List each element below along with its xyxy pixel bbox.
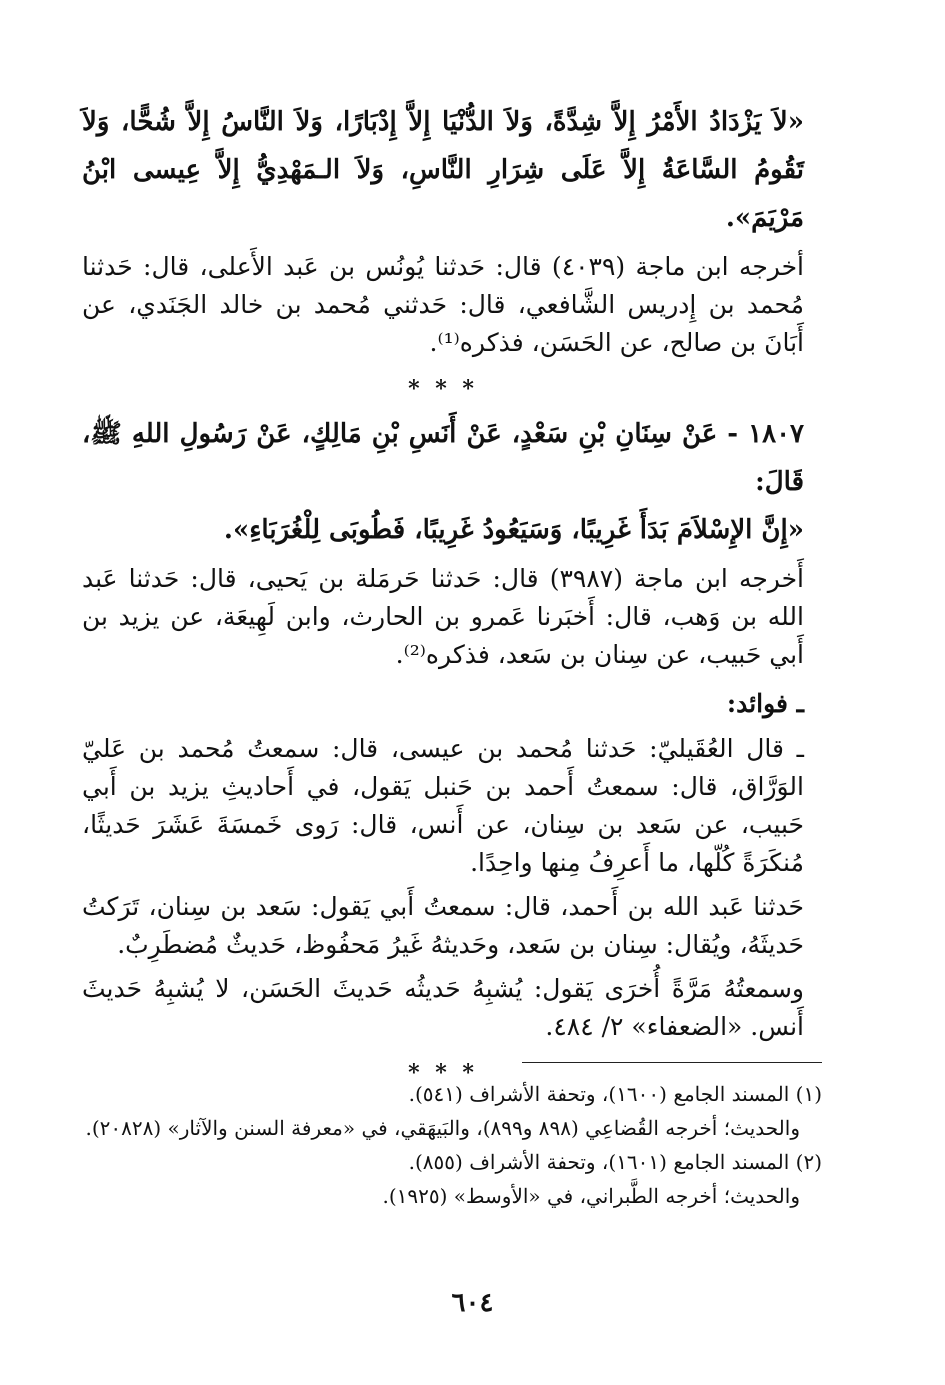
page-body [82, 98, 804, 1094]
takhrij-paragraph-2: أَخرجه ابن ماجة (٣٩٨٧) قال: حَدثنا حَرمَلة بن يَحيى، قال: حَدثنا عَبد الله بن وَهب، قال: أَخبَرنا عَمرو بن الحارث، وابن لَهِيعَة، عن يزيد بن أَبي حَبيب، عن سِنان بن سَعد، فذكره⁽²⁾. [82, 564, 805, 669]
hadith-text-1: «لاَ يَزْدَادُ الأَمْرُ إِلاَّ شِدَّةً، وَلاَ الدُّنْيَا إِلاَّ إِدْبَارًا، وَلاَ النَّاسُ إِلاَّ شُحًّا، وَلاَ تَقُومُ السَّاعَةُ إِلاَّ عَلَى شِرَارِ النَّاسِ، وَلاَ الـمَهْدِيُّ إِلاَّ عِيسى ابْنُ مَرْيَمَ». [82, 107, 804, 233]
footnote-1-detail: والحديث؛ أخرجه القُضاعِي (٨٩٨ و٨٩٩)، والبَيهَقي، في «معرفة السنن والآثار» (٢٠٨٢٨). [85, 1116, 800, 1140]
fawaid-heading: ـ فوائد: [726, 689, 804, 718]
fawaid-paragraph-1: ـ قال العُقَيليّ: حَدثنا مُحمد بن عيسى، قال: سمعتُ مُحمد بن عَليّ الوَرَّاق، قال: سمعتُ أَحمد بن حَنبل يَقول، في أَحاديثِ يزيد بن أَبي حَبيب، عن سَعد بن سِنان، عن أَنس، قال: رَوى خَمسَةَ عَشَرَ حَديثًا، مُنكَرَةً كُلّها، ما أَعرِفُ مِنها واحِدًا. [82, 734, 804, 877]
footnotes [82, 1062, 822, 1213]
footnote-1: (١) المسند الجامع (١٦٠٠)، وتحفة الأشراف (٥٤١). [408, 1082, 822, 1106]
fawaid-paragraph-3: وسمعتُهُ مَرَّةً أُخرَى يَقول: يُشبِهُ حَديثُه حَديثَ الحَسَن، لا يُشبِهُ حَديثَ أَنس. «الضعفاء» ٢/ ٤٨٤. [82, 974, 804, 1041]
footnote-2: (٢) المسند الجامع (١٦٠١)، وتحفة الأشراف (٨٥٥). [408, 1150, 822, 1174]
footnote-2-detail: والحديث؛ أخرجه الطَّبراني، في «الأوسط» (١٩٢٥). [382, 1184, 800, 1208]
page-number: ٦٠٤ [451, 1288, 494, 1318]
hadith-text-2: «إِنَّ الإِسْلاَمَ بَدَأَ غَرِيبًا، وَسَيَعُودُ غَرِيبًا، فَطُوبَى لِلْغُرَبَاءِ». [223, 515, 804, 545]
fawaid-paragraph-2: حَدثنا عَبد الله بن أَحمد، قال: سمعتُ أَبي يَقول: سَعد بن سِنان، تَرَكتُ حَديثَهُ، ويُقال: سِنان بن سَعد، وحَديثهُ غَيرُ مَحفُوظ، حَديثٌ مُضطَرِبٌ. [82, 892, 804, 959]
footnote-divider [522, 1062, 822, 1063]
section-separator-2: * * * [408, 1060, 478, 1086]
section-separator-1: * * * [408, 376, 478, 402]
takhrij-paragraph-1: أخرجه ابن ماجة (٤٠٣٩) قال: حَدثنا يُونُس بن عَبد الأَعلى، قال: حَدثنا مُحمد بن إِدريس الشَّافعي، قال: حَدثني مُحمد بن خالد الجَنَدي، عن أَبَانَ بن صالح، عن الحَسَن، فذكره⁽¹⁾. [82, 252, 805, 357]
hadith-heading-1807: ١٨٠٧ - عَنْ سِنَانِ بْنِ سَعْدٍ، عَنْ أَنَسِ بْنِ مَالِكٍ، عَنْ رَسُولِ اللهِ ﷺ، قَالَ: [82, 419, 804, 497]
